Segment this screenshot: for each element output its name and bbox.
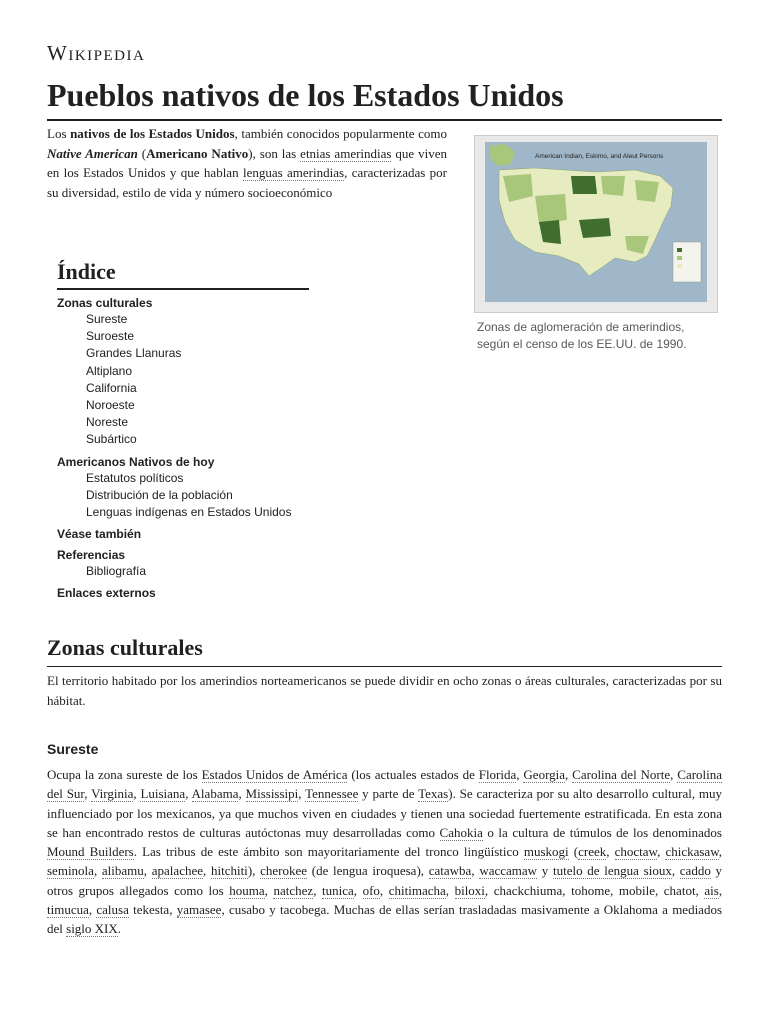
inline-link[interactable]: timucua	[47, 902, 89, 918]
paragraph-text: ,	[379, 882, 389, 898]
inline-link[interactable]: Cahokia	[439, 824, 483, 840]
inline-link[interactable]: Virginia	[91, 786, 134, 802]
inline-link[interactable]: Alabama	[191, 786, 239, 802]
toc-subitem[interactable]: Estatutos políticos	[86, 470, 184, 485]
intro-paragraph	[47, 124, 447, 202]
subsection-heading-sureste: Sureste	[47, 741, 99, 757]
paragraph-text: ,	[606, 844, 615, 860]
map-region-northeast	[635, 180, 659, 202]
paragraph-text: ,	[133, 786, 141, 802]
inline-link[interactable]: houma	[229, 882, 265, 898]
inline-link[interactable]: muskogi	[523, 844, 569, 860]
population-map-image[interactable]	[474, 135, 718, 313]
paragraph-text: y otros grupos allegados como los	[47, 863, 723, 898]
toc-subitem[interactable]: Distribución de la población	[86, 487, 233, 502]
paragraph-text: ,	[471, 863, 480, 879]
page-title: Pueblos nativos de los Estados Unidos	[47, 74, 722, 121]
paragraph-text: ,	[84, 786, 92, 802]
inline-link[interactable]: waccamaw	[479, 863, 538, 879]
paragraph-text: y	[537, 863, 553, 879]
toc-subitem[interactable]: Noroeste	[86, 398, 135, 413]
paragraph-text: (de lengua iroquesa),	[307, 863, 429, 879]
map-legend-swatch	[677, 248, 682, 252]
map-region-oklahoma	[579, 218, 611, 238]
paragraph-text: ,	[353, 882, 363, 898]
inline-link[interactable]: Georgia	[523, 767, 566, 782]
inline-link[interactable]: yamasee	[176, 902, 222, 918]
intro-bold-italic-term: Native American	[47, 145, 138, 161]
inline-link[interactable]: Carolina del Norte	[572, 767, 671, 782]
inline-link[interactable]: Luisiana	[140, 786, 186, 802]
paragraph-text: ,	[313, 882, 322, 898]
toc-subitem[interactable]: Altiplano	[86, 363, 133, 378]
toc-subitem[interactable]: Sureste	[86, 312, 128, 326]
toc-subitem[interactable]: Bibliografía	[86, 564, 147, 579]
wikipedia-logo[interactable]: Wikipedia	[47, 41, 146, 65]
table-of-contents	[57, 258, 309, 601]
paragraph-text: ,	[88, 902, 97, 918]
paragraph-text: ,	[718, 882, 723, 898]
toc-item[interactable]: Enlaces externos	[57, 586, 156, 601]
map-title: American Indian, Eskimo, and Aleut Persons	[535, 153, 664, 160]
inline-link[interactable]: siglo XIX	[66, 921, 118, 937]
intro-text: (	[137, 145, 147, 161]
intro-bold-term: Americano Nativo	[146, 145, 249, 161]
figure-caption: Zonas de aglomeración de amerindios, según el censo de los EE.UU. de 1990.	[477, 320, 687, 351]
inline-link[interactable]: alibamu	[101, 863, 144, 879]
inline-link[interactable]: calusa	[96, 902, 129, 918]
map-region-lakes	[601, 176, 625, 196]
inline-link[interactable]: chickasaw	[665, 844, 719, 860]
intro-text: Los	[47, 126, 71, 141]
toc-item[interactable]: Referencias	[57, 548, 126, 563]
intro-text: , también conocidos popularmente como	[234, 126, 447, 141]
intro-text: que viven en los Estados Unidos y que hablan	[47, 145, 447, 180]
paragraph-text: ,	[203, 863, 211, 879]
inline-link[interactable]: ais	[704, 882, 719, 898]
map-graphic	[475, 136, 717, 312]
inline-link[interactable]: Mississipi	[245, 786, 299, 802]
paragraph-text: ,	[264, 882, 274, 898]
paragraph-text: y parte de	[358, 786, 419, 802]
toc-subitem[interactable]: Grandes Llanuras	[86, 346, 182, 361]
paragraph-text: ). Se caracteriza por su alto desarrollo cultural, muy influenciado por los mexicanos, ya que muchos viven en ciudades y tienen una sociedad fuertemente estratificada. En esta zona se han encontrado restos de culturas autóctonas muy desarrolladas como	[47, 786, 723, 840]
paragraph-text: ,	[93, 863, 102, 879]
toc-subitem[interactable]: Noreste	[86, 415, 129, 430]
inline-link[interactable]: Estados Unidos de América	[201, 767, 348, 782]
paragraph-text: , chackchiuma, tohome, mobile, chatot,	[484, 882, 705, 898]
inline-link[interactable]: Florida	[478, 767, 517, 782]
inline-link[interactable]: Texas	[418, 786, 449, 802]
inline-link[interactable]: hitchiti	[210, 863, 248, 879]
toc-subitem[interactable]: Suroeste	[86, 329, 135, 344]
paragraph-text: ,	[516, 767, 524, 782]
paragraph-text: ,	[565, 767, 573, 782]
inline-link[interactable]: Mound Builders	[47, 844, 134, 860]
inline-link[interactable]: biloxi	[454, 882, 485, 898]
inline-link[interactable]: Tennessee	[305, 786, 359, 802]
section-paragraph: El territorio habitado por los amerindios norteamericanos se puede dividir en ocho zonas o áreas culturales, caracterizadas por su hábitat.	[47, 673, 722, 708]
inline-link[interactable]: caddo	[679, 863, 711, 879]
paragraph-text: ,	[298, 786, 306, 802]
link-etnias-amerindias[interactable]: etnias amerindias	[300, 145, 392, 161]
toc-heading: Índice	[57, 258, 309, 290]
paragraph-text: ,	[143, 863, 152, 879]
inline-link[interactable]: apalachee	[151, 863, 203, 879]
toc-item[interactable]: Zonas culturales	[57, 296, 153, 310]
intro-bold-term: nativos de los Estados Unidos	[70, 126, 235, 141]
map-region-southwest	[535, 194, 567, 224]
toc-subitem[interactable]: Subártico	[86, 432, 137, 447]
paragraph-text: ,	[718, 844, 722, 860]
map-legend-swatch	[677, 264, 682, 268]
inline-link[interactable]: natchez	[273, 882, 314, 898]
paragraph-text: ,	[238, 786, 246, 802]
infobox-figure	[474, 135, 718, 353]
section-heading-zonas-culturales: Zonas culturales	[47, 634, 722, 667]
paragraph-text: ),	[247, 863, 261, 879]
paragraph-text: .	[117, 921, 122, 937]
toc-subitem[interactable]: California	[86, 380, 137, 395]
inline-link[interactable]: seminola	[47, 863, 94, 879]
paragraph-text: (los actuales estados de	[347, 767, 479, 782]
toc-item[interactable]: Americanos Nativos de hoy	[57, 454, 215, 469]
inline-link[interactable]: creek	[578, 844, 607, 860]
paragraph-text: , cusabo y tacobega. Muchas de ellas serían trasladadas masivamente a Oklahoma a mediados del	[47, 902, 723, 937]
inline-link[interactable]: catawba	[428, 863, 472, 879]
intro-text: , caracterizadas por su diversidad, estilo de vida y número socioeconómico	[47, 165, 447, 200]
inline-link[interactable]: choctaw	[614, 844, 658, 860]
inline-link[interactable]: Carolina del Sur	[47, 767, 723, 802]
toc-subitem[interactable]: Lenguas indígenas en Estados Unidos	[86, 505, 292, 520]
map-region-plains	[571, 176, 597, 194]
paragraph-text: ,	[671, 863, 680, 879]
inline-link[interactable]: ofo	[362, 882, 380, 898]
paragraph-text: (	[568, 844, 579, 860]
toc-item[interactable]: Véase también	[57, 527, 142, 542]
link-lenguas-amerindias[interactable]: lenguas amerindias	[242, 165, 345, 180]
paragraph-text: o la cultura de túmulos de los denominados	[482, 824, 722, 840]
paragraph-text: Ocupa la zona sureste de los	[47, 767, 202, 782]
map-legend-swatch	[677, 256, 682, 260]
inline-link[interactable]: tutelo de lengua sioux	[552, 863, 672, 879]
paragraph-text: tekesta,	[128, 902, 177, 918]
paragraph-text: ,	[445, 882, 455, 898]
paragraph-text: ,	[670, 767, 678, 782]
paragraph-text: ,	[185, 786, 192, 802]
paragraph-text: . Las tribus de este ámbito son mayoritariamente del tronco lingüístico	[133, 844, 524, 860]
inline-link[interactable]: chitimacha	[388, 882, 446, 898]
paragraph-text: ,	[657, 844, 666, 860]
inline-link[interactable]: cherokee	[260, 863, 308, 879]
sureste-paragraph	[47, 765, 722, 939]
toc-list	[57, 295, 309, 601]
inline-link[interactable]: tunica	[322, 882, 354, 898]
intro-text: ), son las	[248, 145, 301, 161]
